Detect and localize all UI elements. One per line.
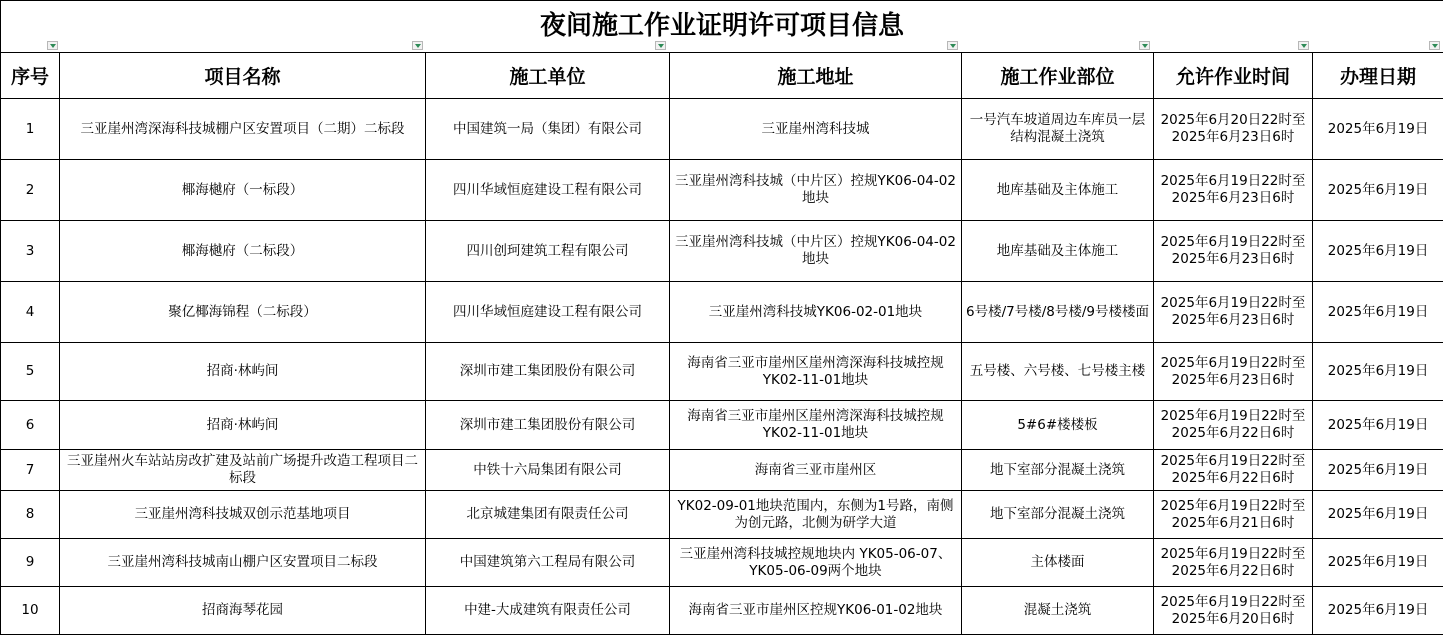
cell-seq: 7 — [1, 450, 60, 491]
cell-name: 三亚崖州湾深海科技城棚户区安置项目（二期）二标段 — [60, 99, 426, 160]
cell-address: 海南省三亚市崖州区 — [670, 450, 962, 491]
table-row — [1, 401, 1443, 450]
header-date: 办理日期 — [1313, 53, 1443, 99]
cell-part: 地库基础及主体施工 — [962, 221, 1154, 282]
cell-unit: 四川华域恒庭建设工程有限公司 — [426, 282, 670, 343]
cell-part: 一号汽车坡道周边车库员一层结构混凝土浇筑 — [962, 99, 1154, 160]
table-row — [1, 343, 1443, 401]
time-start: 2025年6月20日22时至 — [1161, 112, 1306, 128]
header-address: 施工地址 — [670, 53, 962, 99]
cell-time — [1154, 450, 1313, 491]
filter-dropdown-icon[interactable] — [1298, 41, 1309, 50]
cell-seq: 1 — [1, 99, 60, 160]
table-row — [1, 491, 1443, 539]
header-unit: 施工单位 — [426, 53, 670, 99]
cell-part: 五号楼、六号楼、七号楼主楼 — [962, 343, 1154, 401]
cell-seq: 2 — [1, 160, 60, 221]
cell-unit: 四川创珂建筑工程有限公司 — [426, 221, 670, 282]
cell-date: 2025年6月19日 — [1313, 160, 1443, 221]
cell-date: 2025年6月19日 — [1313, 450, 1443, 491]
cell-time — [1154, 160, 1313, 221]
cell-unit: 北京城建集团有限责任公司 — [426, 491, 670, 539]
table-row — [1, 99, 1443, 160]
cell-time — [1154, 491, 1313, 539]
title-row — [1, 1, 1443, 53]
cell-date: 2025年6月19日 — [1313, 282, 1443, 343]
time-end: 2025年6月23日6时 — [1172, 129, 1295, 145]
cell-address: 三亚崖州湾科技城（中片区）控规YK06-04-02地块 — [670, 160, 962, 221]
cell-part: 地库基础及主体施工 — [962, 160, 1154, 221]
cell-time — [1154, 539, 1313, 587]
cell-unit: 中建-大成建筑有限责任公司 — [426, 587, 670, 635]
cell-time — [1154, 282, 1313, 343]
cell-address: YK02-09-01地块范围内，东侧为1号路，南侧为创元路，北侧为研学大道 — [670, 491, 962, 539]
cell-seq: 5 — [1, 343, 60, 401]
cell-name: 三亚崖州湾科技城双创示范基地项目 — [60, 491, 426, 539]
header-name: 项目名称 — [60, 53, 426, 99]
cell-time — [1154, 401, 1313, 450]
time-start: 2025年6月19日22时至 — [1161, 453, 1306, 469]
cell-unit: 中国建筑一局（集团）有限公司 — [426, 99, 670, 160]
header-row — [1, 53, 1443, 99]
cell-date: 2025年6月19日 — [1313, 401, 1443, 450]
time-start: 2025年6月19日22时至 — [1161, 173, 1306, 189]
time-end: 2025年6月22日6时 — [1172, 470, 1295, 486]
cell-name: 椰海樾府（一标段） — [60, 160, 426, 221]
header-seq: 序号 — [1, 53, 60, 99]
cell-unit: 深圳市建工集团股份有限公司 — [426, 401, 670, 450]
page-title: 夜间施工作业证明许可项目信息 — [540, 11, 904, 41]
cell-name: 三亚崖州湾科技城南山棚户区安置项目二标段 — [60, 539, 426, 587]
cell-address: 海南省三亚市崖州区崖州湾深海科技城控规YK02-11-01地块 — [670, 401, 962, 450]
cell-date: 2025年6月19日 — [1313, 221, 1443, 282]
header-part: 施工作业部位 — [962, 53, 1154, 99]
time-start: 2025年6月19日22时至 — [1161, 295, 1306, 311]
cell-seq: 6 — [1, 401, 60, 450]
filter-dropdown-icon[interactable] — [1139, 41, 1150, 50]
time-end: 2025年6月20日6时 — [1172, 611, 1295, 627]
cell-date: 2025年6月19日 — [1313, 491, 1443, 539]
cell-date: 2025年6月19日 — [1313, 99, 1443, 160]
cell-name: 招商·林屿间 — [60, 401, 426, 450]
cell-unit: 中铁十六局集团有限公司 — [426, 450, 670, 491]
cell-part: 地下室部分混凝土浇筑 — [962, 491, 1154, 539]
cell-date: 2025年6月19日 — [1313, 343, 1443, 401]
cell-unit: 中国建筑第六工程局有限公司 — [426, 539, 670, 587]
cell-date: 2025年6月19日 — [1313, 539, 1443, 587]
time-start: 2025年6月19日22时至 — [1161, 498, 1306, 514]
table-row — [1, 160, 1443, 221]
cell-name: 三亚崖州火车站站房改扩建及站前广场提升改造工程项目二标段 — [60, 450, 426, 491]
cell-seq: 10 — [1, 587, 60, 635]
header-time: 允许作业时间 — [1154, 53, 1313, 99]
filter-dropdown-icon[interactable] — [947, 41, 958, 50]
time-end: 2025年6月23日6时 — [1172, 251, 1295, 267]
time-start: 2025年6月19日22时至 — [1161, 355, 1306, 371]
table-row — [1, 587, 1443, 635]
cell-name: 椰海樾府（二标段） — [60, 221, 426, 282]
cell-part: 主体楼面 — [962, 539, 1154, 587]
table-row — [1, 221, 1443, 282]
cell-unit: 四川华域恒庭建设工程有限公司 — [426, 160, 670, 221]
filter-dropdown-icon[interactable] — [655, 41, 666, 50]
time-end: 2025年6月21日6时 — [1172, 515, 1295, 531]
title-cell — [1, 1, 1443, 53]
filter-dropdown-icon[interactable] — [1429, 41, 1440, 50]
cell-time — [1154, 587, 1313, 635]
time-start: 2025年6月19日22时至 — [1161, 594, 1306, 610]
cell-date: 2025年6月19日 — [1313, 587, 1443, 635]
cell-address: 三亚崖州湾科技城 — [670, 99, 962, 160]
time-end: 2025年6月23日6时 — [1172, 312, 1295, 328]
time-start: 2025年6月19日22时至 — [1161, 546, 1306, 562]
table-row — [1, 282, 1443, 343]
table-row — [1, 450, 1443, 491]
time-start: 2025年6月19日22时至 — [1161, 408, 1306, 424]
cell-address: 海南省三亚市崖州区崖州湾深海科技城控规YK02-11-01地块 — [670, 343, 962, 401]
cell-time — [1154, 99, 1313, 160]
cell-seq: 9 — [1, 539, 60, 587]
cell-address: 海南省三亚市崖州区控规YK06-01-02地块 — [670, 587, 962, 635]
cell-name: 招商海琴花园 — [60, 587, 426, 635]
cell-part: 5#6#楼楼板 — [962, 401, 1154, 450]
time-end: 2025年6月23日6时 — [1172, 372, 1295, 388]
cell-seq: 3 — [1, 221, 60, 282]
time-end: 2025年6月22日6时 — [1172, 563, 1295, 579]
cell-time — [1154, 221, 1313, 282]
filter-dropdown-icon[interactable] — [47, 41, 58, 50]
time-end: 2025年6月22日6时 — [1172, 425, 1295, 441]
cell-part: 地下室部分混凝土浇筑 — [962, 450, 1154, 491]
cell-name: 聚亿椰海锦程（二标段） — [60, 282, 426, 343]
cell-time — [1154, 343, 1313, 401]
cell-address: 三亚崖州湾科技城控规地块内 YK05-06-07、YK05-06-09两个地块 — [670, 539, 962, 587]
filter-dropdown-icon[interactable] — [412, 41, 423, 50]
cell-seq: 4 — [1, 282, 60, 343]
cell-address: 三亚崖州湾科技城（中片区）控规YK06-04-02地块 — [670, 221, 962, 282]
cell-name: 招商·林屿间 — [60, 343, 426, 401]
cell-address: 三亚崖州湾科技城YK06-02-01地块 — [670, 282, 962, 343]
time-start: 2025年6月19日22时至 — [1161, 234, 1306, 250]
time-end: 2025年6月23日6时 — [1172, 190, 1295, 206]
cell-part: 混凝土浇筑 — [962, 587, 1154, 635]
table-row — [1, 539, 1443, 587]
cell-part: 6号楼/7号楼/8号楼/9号楼楼面 — [962, 282, 1154, 343]
cell-unit: 深圳市建工集团股份有限公司 — [426, 343, 670, 401]
cell-seq: 8 — [1, 491, 60, 539]
